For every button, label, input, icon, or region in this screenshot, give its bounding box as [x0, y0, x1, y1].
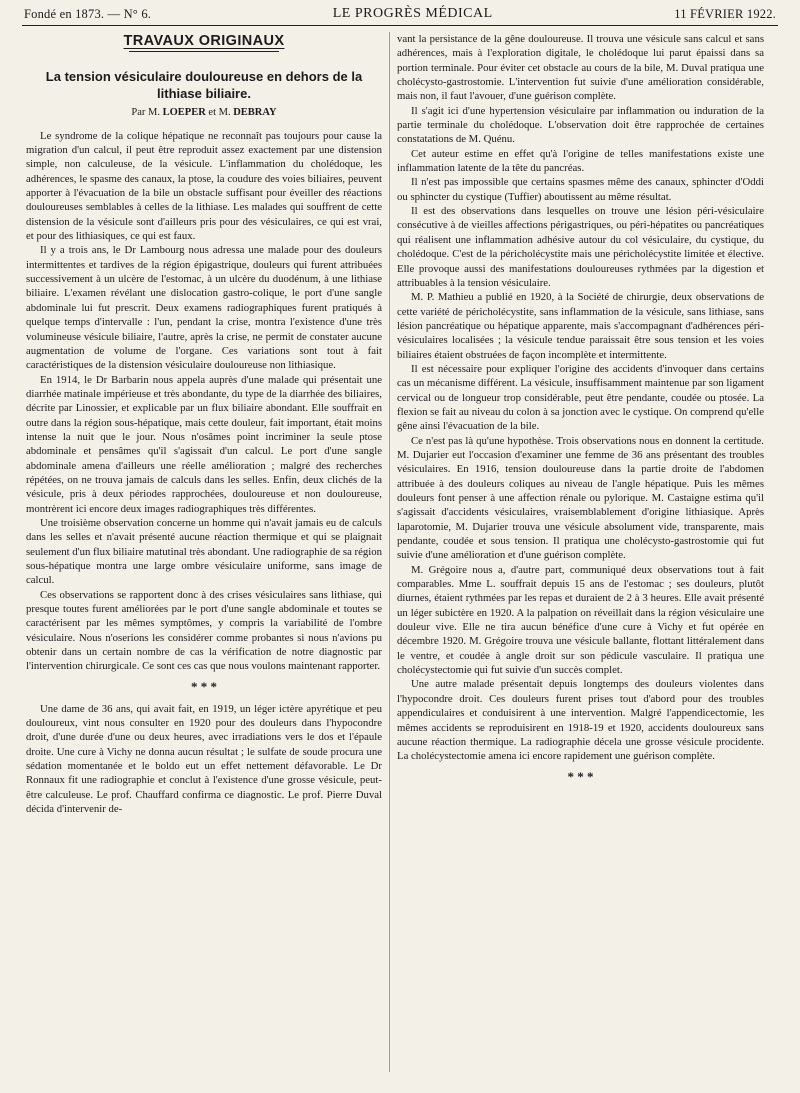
journal-title: LE PROGRÈS MÉDICAL — [332, 6, 493, 21]
section-break-asterisks: * * * — [191, 678, 217, 694]
paragraph: vant la persistance de la gêne douloureuse. Il trouva une vésicule sans calcul et sans adhérences, mais à l'exploration digitale, le cholédoque lui parut épaissi dans sa portion terminale. Pour éviter cet obstacle au cours de la bile, M. Duval pratiqua une cholécysto-gastrostomie. L'intervention fut suivie d'une amélioration considérable, mais non, il faut l'avouer, d'une guérison complète. — [397, 33, 764, 103]
paragraph: Il est des observations dans lesquelles on trouve une lésion péri-vésiculaire consécutive à de vieilles affections périgastriques, ou péri-hépatites ou pancréatiques qui réalisent une inflammation adhésive autour du col vésiculaire, du cystique, du cholédoque. C'est de la péricholécystite mais une péricholécystite limitée et élective. Elle provoque aussi des manifestations douloureuses rythmées par la digestion et attribuables à la tension vésiculaire. — [397, 205, 764, 289]
paragraph: En 1914, le Dr Barbarin nous appela auprès d'une malade qui présentait une diarrhée matinale impérieuse et très abondante, du type de la diarrhée des biliaires, décrite par Linossier, et explicable par un flux biliaire abondant. Elle souffrait en outre dans la région sous-hépatique, mais cette douleur, fait important, était moins intense la nuit que le jour. Nous n'osâmes point incriminer la seule ptose abdominale et pensâmes qu'il s'agissait d'un calcul. Le port d'une sangle abdominale amena d'ailleurs une réelle amélioration ; malgré des recherches répétées, on ne trouva jamais de calculs dans les selles. Enfin, deux clichés de la vésicule, pris à deux périodes rapprochées, douloureuse et non douloureuse, montrèrent ici encore deux images radiographiques très différentes. — [26, 373, 382, 515]
paragraph: Une autre malade présentait depuis longtemps des douleurs violentes dans l'hypocondre droit. Ces douleurs furent prises tout d'abord pour des troubles appendiculaires et conduisirent à une intervention. Malgré l'appendicectomie, les mêmes accidents se reproduisirent en 1918-19 et 1920, accidents douloureux sans aucune réaction thermique. La radiographie décela une grosse vésicule procidente. La cholécystectomie amena ici encore rapidement une guérison complète. — [397, 678, 764, 763]
byline-prefix: Par M. — [131, 107, 160, 119]
article-title: La tension vésiculaire douloureuse en dehors de la lithiase biliaire. — [45, 69, 363, 102]
header-rule — [22, 25, 778, 26]
issue-date: 11 FÉVRIER 1922. — [674, 6, 776, 21]
section-title: TRAVAUX ORIGINAUX — [123, 33, 285, 49]
byline-and: et M. — [208, 107, 231, 119]
section-rule — [129, 51, 279, 52]
byline — [26, 106, 382, 120]
paragraph: Cet auteur estime en effet qu'à l'origine de telles manifestations existe une inflammation latente de la tête du pancréas. — [397, 147, 764, 175]
paragraph: M. P. Mathieu a publié en 1920, à la Société de chirurgie, deux observations de cette variété de péricholécystite, sans inflammation de la vésicule, sans lithiase, sans lésion pancréatique ou hépatique apparente, mais s'accompagnant d'adhérences péri-vésiculaires localisées ; la vésicule tendue paraissait être sous tension et les voies biliaires étaient obstruées de façon incomplète et intermittente. — [397, 291, 764, 361]
section-break-asterisks: * * * — [567, 768, 594, 784]
paragraph: Il s'agit ici d'une hypertension vésiculaire par inflammation ou induration de la partie terminale du cholédoque. L'observation doit être rapprochée de certaines constatations de M. Quénu. — [397, 104, 764, 146]
paragraph: Ce n'est pas là qu'une hypothèse. Trois observations nous en donnent la certitude. M. Dujarier eut l'occasion d'examiner une femme de 36 ans présentant des troubles vésiculaires. En 1916, tension douloureuse dans la partie droite de l'abdomen attribuée à des douleurs coliques au niveau de l'angle hépatique. Puis les mêmes douleurs font penser à une affection rénale ou pylorique. M. Castaigne estima qu'il s'agissait d'accidents vésiculaires, vraisemblablement d'origine lithiasique. Après laparotomie, M. Dujarier trouva une vésicule absolument vide, transparente, mais pendante, coudée et sous tension. Il pratiqua une cholécysto-gastrostomie qui fut suivie d'une amélioration et d'une guérison complète. — [397, 434, 764, 562]
paragraph: Il y a trois ans, le Dr Lambourg nous adressa une malade pour des douleurs intermittentes et tardives de la région épigastrique, douleurs qui furent attribuées successivement à un ulcère de l'estomac, à un ulcère du duodénum, à une lithiase biliaire. L'examen révélant une dislocation gastro-colique, le port d'une sangle abdominale lui fut prescrit. Deux examens radiographiques furent pratiqués à quelque temps d'intervalle : l'un, pendant la crise, montra l'existence d'une très volumineuse vésicule biliaire, l'autre, après la crise, ne permit de constater aucune augmentation de volume de l'organe. Ces variations sont tout à fait caractéristiques de la distension vésiculaire douloureuse non lithiasique. — [26, 244, 382, 372]
paragraph: Ces observations se rapportent donc à des crises vésiculaires sans lithiase, qui presque toutes furent améliorées par le port d'une sangle abdominale et toutes se caractérisent par les mêmes symptômes, y compris la variabilité de l'ombre vésiculaire. Nous n'oserions les considérer comme probantes si nous n'avions pu obtenir dans un certain nombre de cas la vérification de notre diagnostic par l'intervention chirurgicale. Ce sont ces cas que nous voulons maintenant rapporter. — [26, 588, 382, 673]
paragraph: Il n'est pas impossible que certains spasmes même des canaux, sphincter d'Oddi ou sphincter du cystique (Tuffier) aboutissent au même résultat. — [397, 176, 764, 203]
author-loeper: LOEPER — [162, 107, 206, 119]
paragraph: Le syndrome de la colique hépatique ne reconnaît pas toujours pour cause la migration d'un calcul, il peut être reproduit assez exactement par une distension simple, non calculeuse, de la vésicule. L'inflammation du cholédoque, les adhérences, le spasme des canaux, la ptose, la coudure des voies biliaires, peuvent apporter à l'évacuation de la bile un obstacle suffisant pour éveiller des réactions douloureuses semblables à celles de la lithiase. Les malades qui souffrent de cette distension de la vésicule sont d'ailleurs pris pour des vésiculaires, ce qui est vrai, et pour des lithiasiques, ce qui est faux. — [26, 129, 382, 243]
column-divider — [389, 32, 390, 1072]
paragraph: Une dame de 36 ans, qui avait fait, en 1919, un léger ictère apyrétique et peu douloureux, vint nous consulter en 1920 pour des douleurs dans l'hypocondre droit, d'une durée d'une ou deux heures, avec irradiations vers le dos et l'épaule droite. Une cure à Vichy ne donna aucun résultat ; le sulfate de soude procura une sédation momentanée et le boldo eut un effet nettement défavorable. Le Dr Ronnaux fit une radiographie et conclut à l'existence d'une grosse vésicule, peut-être calculeuse. Le prof. Chauffard confirma ce diagnostic. Le prof. Pierre Duval décida d'intervenir de- — [26, 702, 382, 816]
page-header — [24, 4, 776, 24]
author-debray: DEBRAY — [233, 107, 277, 119]
right-column — [397, 32, 764, 1087]
founded-issue-label: Fondé en 1873. — N° 6. — [24, 6, 152, 21]
paragraph: M. Grégoire nous a, d'autre part, communiqué deux observations tout à fait comparables. Mme L. souffrait depuis 15 ans de l'estomac ; ses douleurs, plutôt diurnes, étaient rythmées par les repas et duraient de 2 à 3 heures. Elle avait présenté un léger subictère en 1920. A la palpation on réveillait dans la région vésiculaire une douleur vive. Elle ne tira aucun bénéfice d'une cure à Vichy et fut opérée en décembre 1920. M. Grégoire trouva une vésicule ballante, flottant littéralement dans le ventre, et coudée à angle droit sur son pédicule vasculaire. Il pratiqua une cholécystectomie qui fut suivie d'un succès complet. — [397, 563, 764, 677]
left-column — [26, 32, 382, 1087]
paragraph: Il est nécessaire pour expliquer l'origine des accidents d'invoquer dans certains cas un mécanisme différent. La vésicule, insuffisamment maintenue par son ligament cervical ou de longueur trop considérable, peut être pendante, coudée ou ptosée. La flexion se fait au niveau du colon à sa jonction avec le cystique. On comprend qu'elle gêne ainsi l'évacuation de la bile. — [397, 362, 764, 433]
paragraph: Une troisième observation concerne un homme qui n'avait jamais eu de calculs dans les selles et n'avait présenté aucune réaction thermique et qui se plaignait seulement d'un flux biliaire matutinal très abondant. Une radiographie de sa région sous-hépatique montra une large ombre vésiculaire uniforme, sans image de calcul. — [26, 516, 382, 587]
